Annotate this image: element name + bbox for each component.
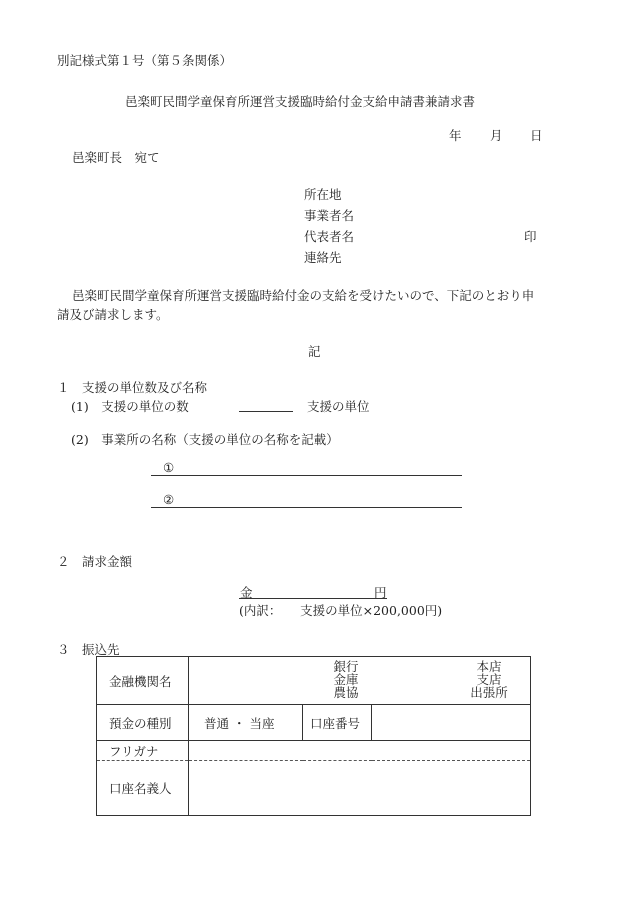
bank-name-row (97, 657, 531, 705)
bank-type-kinko: 金庫 (333, 672, 359, 687)
transfer-destination-table (96, 656, 531, 816)
amount-kin-label: 金 (240, 585, 253, 600)
deposit-type-label: 預金の種別 (109, 715, 172, 731)
bank-type-list (321, 660, 371, 699)
branch-type-honten: 本店 (476, 659, 502, 674)
furigana-label: フリガナ (109, 743, 159, 759)
bank-name-label-cell (97, 657, 189, 705)
account-holder-label-cell (97, 761, 189, 816)
seal-mark: 印 (524, 229, 537, 244)
document-title: 邑楽町民間学童保育所運営支援臨時給付金支給申請書兼請求書 (125, 94, 476, 109)
section2-heading: ２ 請求金額 (57, 554, 133, 569)
furigana-field[interactable] (189, 741, 531, 761)
representative-label: 代表者名 (304, 229, 355, 244)
deposit-type-options-text: 普通 ・ 当座 (204, 715, 275, 731)
account-holder-field[interactable] (189, 761, 531, 816)
bank-name-field[interactable] (189, 657, 531, 705)
facility-name-field-1[interactable] (151, 461, 462, 476)
branch-type-shucchosho: 出張所 (470, 685, 508, 700)
address-label: 所在地 (304, 187, 342, 202)
facility-name-index-1: ① (163, 460, 175, 475)
account-number-label: 口座番号 (310, 715, 361, 731)
facility-name-index-2: ② (163, 492, 175, 507)
furigana-row (97, 741, 531, 761)
deposit-type-row (97, 705, 531, 741)
body-text-line-1: 邑楽町民間学童保育所運営支援臨時給付金の支給を受けたいので、下記のとおり申 (72, 288, 535, 303)
section1-heading: １ 支援の単位数及び名称 (57, 380, 208, 395)
account-number-label-cell (303, 705, 372, 741)
branch-type-list (464, 660, 514, 699)
unit-count-suffix: 支援の単位 (307, 399, 370, 414)
deposit-type-label-cell (97, 705, 189, 741)
facility-name-field-2[interactable] (151, 493, 462, 508)
unit-count-field[interactable] (239, 398, 293, 412)
date-month-label: 月 (490, 128, 503, 143)
furigana-label-cell (97, 741, 189, 761)
ki-mark: 記 (308, 344, 321, 359)
facility-name-label: (2) 事業所の名称（支援の単位の名称を記載） (71, 432, 339, 447)
contact-label: 連絡先 (304, 250, 342, 265)
unit-count-label: (1) 支援の単位の数 (71, 399, 189, 414)
bank-name-label: 金融機関名 (109, 673, 172, 689)
date-year-label: 年 (449, 128, 462, 143)
amount-breakdown: (内訳： 支援の単位×200,000円) (239, 603, 443, 618)
branch-type-shiten: 支店 (476, 672, 502, 687)
deposit-type-options[interactable] (189, 705, 303, 741)
amount-field[interactable] (239, 584, 387, 599)
account-holder-row (97, 761, 531, 816)
business-name-label: 事業者名 (304, 208, 355, 223)
form-number: 別記様式第１号（第５条関係） (57, 53, 233, 68)
bank-type-ginko: 銀行 (333, 659, 359, 674)
account-holder-label: 口座名義人 (109, 781, 172, 796)
date-day-label: 日 (530, 128, 543, 143)
section3-heading: ３ 振込先 (57, 642, 120, 657)
bank-type-nokyo: 農協 (333, 685, 359, 700)
amount-yen-label: 円 (374, 585, 387, 600)
body-text-line-2: 請及び請求します。 (57, 307, 169, 322)
account-number-field[interactable] (372, 705, 531, 741)
addressee: 邑楽町長 宛て (72, 150, 160, 165)
